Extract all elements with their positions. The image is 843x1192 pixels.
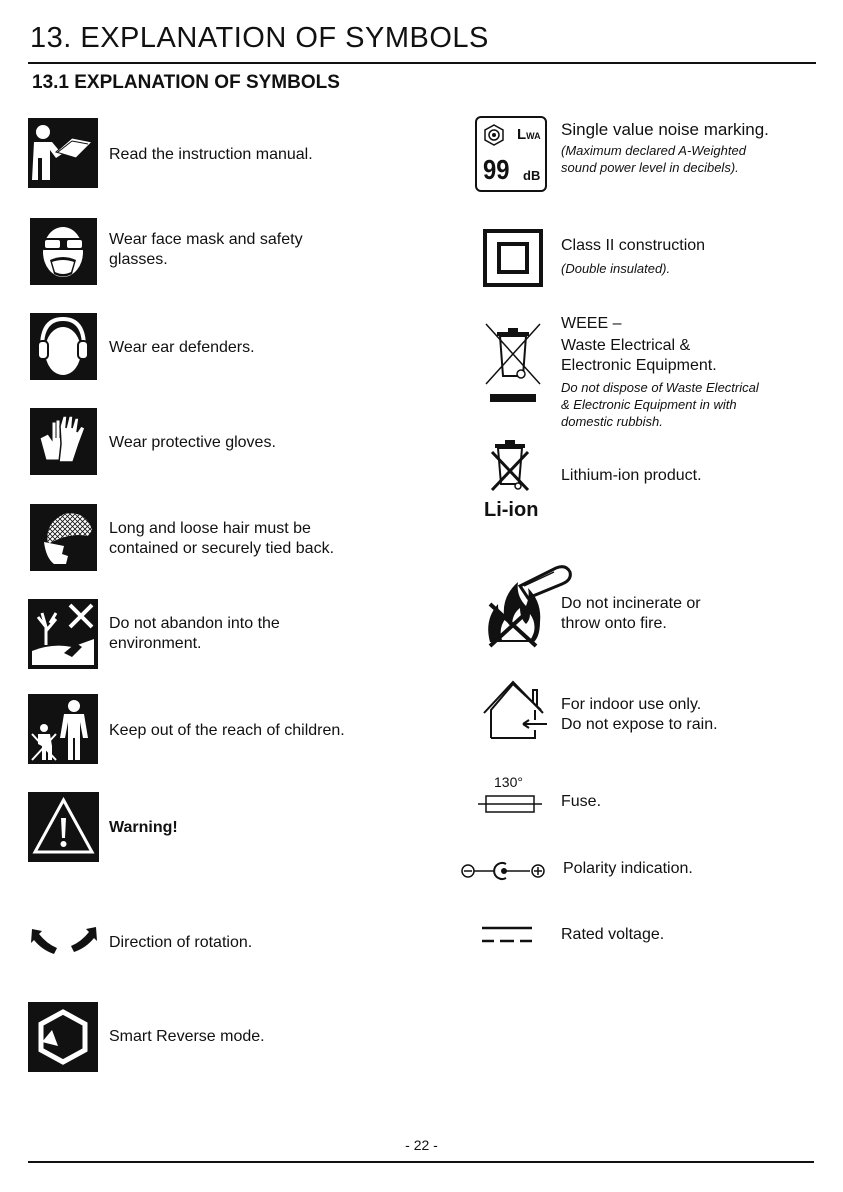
bottom-divider	[28, 1161, 814, 1163]
li-ion-text: Lithium-ion product.	[561, 467, 702, 484]
rotation-icon	[28, 923, 100, 957]
class-ii-title: Class II construction	[561, 237, 706, 254]
rotation-text: Direction of rotation.	[109, 934, 253, 951]
class-ii-icon	[483, 229, 543, 287]
face-mask-text-line2: glasses.	[109, 251, 168, 268]
children-text: Keep out of the reach of children.	[109, 722, 345, 739]
noise-sub-line1: (Maximum declared A-Weighted	[561, 143, 746, 158]
environment-icon	[28, 599, 98, 669]
gloves-text: Wear protective gloves.	[109, 434, 276, 451]
indoor-line1: For indoor use only.	[561, 696, 702, 713]
weee-line2: Waste Electrical &	[561, 337, 691, 354]
section-title: 13.1 EXPLANATION OF SYMBOLS	[32, 72, 340, 93]
noise-marking-icon	[475, 116, 547, 192]
fuse-temperature: 130°	[494, 774, 523, 790]
children-icon	[28, 694, 98, 764]
indoor-line2: Do not expose to rain.	[561, 716, 718, 733]
rated-voltage-icon	[480, 925, 534, 945]
face-mask-text-line1: Wear face mask and safety	[109, 231, 303, 248]
fuse-icon	[478, 792, 542, 816]
hair-net-icon	[30, 504, 97, 571]
weee-sub-line3: domestic rubbish.	[561, 414, 663, 429]
smart-reverse-icon	[28, 1002, 98, 1072]
noise-sub-line2: sound power level in decibels).	[561, 160, 739, 175]
db-unit: dB	[523, 168, 541, 183]
lwa-subscript: WA	[526, 131, 541, 141]
lwa-label: L	[517, 126, 527, 143]
weee-sub-line2: & Electronic Equipment in with	[561, 397, 737, 412]
db-value: 99	[483, 154, 510, 185]
read-manual-icon	[28, 118, 98, 188]
ear-defenders-text: Wear ear defenders.	[109, 339, 255, 356]
fire-line1: Do not incinerate or	[561, 595, 701, 612]
hair-text-line1: Long and loose hair must be	[109, 520, 311, 537]
environment-text-line1: Do not abandon into the	[109, 615, 280, 632]
gloves-icon	[30, 408, 97, 475]
hair-text-line2: contained or securely tied back.	[109, 540, 335, 557]
polarity-icon	[460, 860, 550, 882]
rated-voltage-text: Rated voltage.	[561, 926, 665, 943]
li-ion-label: Li-ion	[484, 499, 539, 521]
environment-text-line2: environment.	[109, 635, 202, 652]
smart-reverse-text: Smart Reverse mode.	[109, 1028, 265, 1045]
weee-line3: Electronic Equipment.	[561, 357, 717, 374]
weee-bin-icon	[484, 320, 542, 406]
noise-title: Single value noise marking.	[561, 120, 769, 139]
fire-line2: throw onto fire.	[561, 615, 667, 632]
warning-text: Warning!	[109, 819, 178, 836]
weee-sub-line1: Do not dispose of Waste Electrical	[561, 380, 759, 395]
warning-icon	[28, 792, 99, 862]
fuse-text: Fuse.	[561, 793, 602, 810]
page-title: 13. EXPLANATION OF SYMBOLS	[30, 22, 489, 54]
speaker-icon	[483, 124, 505, 146]
weee-line1: WEEE –	[561, 315, 622, 332]
class-ii-sub: (Double insulated).	[561, 261, 671, 276]
face-mask-glasses-icon	[30, 218, 97, 285]
read-manual-text: Read the instruction manual.	[109, 146, 313, 163]
indoor-house-icon	[481, 680, 549, 742]
polarity-text: Polarity indication.	[563, 860, 693, 877]
top-divider	[28, 62, 816, 64]
page-number: - 22 -	[405, 1137, 438, 1153]
ear-defenders-icon	[30, 313, 97, 380]
li-ion-bin-icon	[488, 438, 532, 496]
